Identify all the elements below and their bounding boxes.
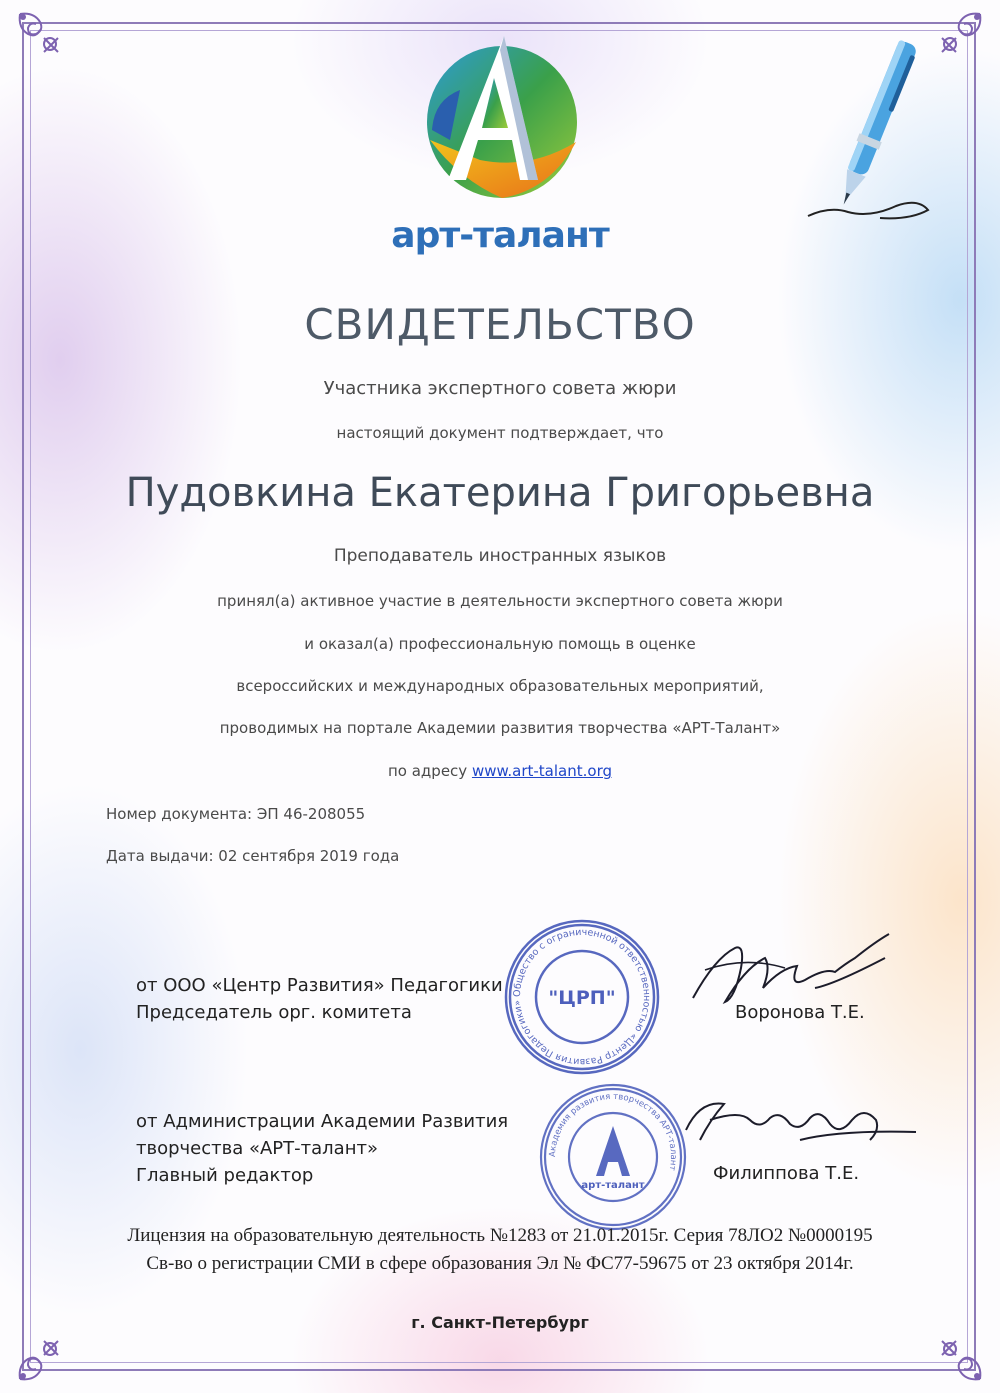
corner-ornament-icon (14, 1327, 72, 1385)
body-text-line: проводимых на портале Академии развития творчества «АРТ-Талант» (219, 719, 781, 737)
corner-ornament-icon (14, 8, 72, 66)
website-link[interactable]: www.art-talant.org (471, 762, 612, 780)
signatory-name: Воронова Т.Е. (735, 1002, 865, 1023)
signatory-block (136, 972, 503, 1026)
signatory-role: Главный редактор (136, 1165, 314, 1186)
document-number: Номер документа: ЭП 46-208055 (106, 805, 366, 823)
address-line (0, 762, 1000, 780)
recipient-name: Пудовкина Екатерина Григорьевна (125, 470, 875, 516)
certificate-title: СВИДЕТЕЛЬСТВО (304, 300, 696, 349)
certificate-subtitle: Участника экспертного совета жюри (323, 378, 677, 399)
signatory-role: Председатель орг. комитета (136, 1002, 412, 1023)
stamp-ring-text: Общество с ограниченной ответственностью «Центр Развития Педагогики» (511, 926, 653, 1068)
address-prefix: по адресу (387, 762, 472, 780)
issue-date: Дата выдачи: 02 сентября 2019 года (106, 847, 400, 865)
stamp-center-text: "ЦРП" (548, 987, 616, 1009)
media-registration-line: Св-во о регистрации СМИ в сфере образования Эл № ФС77-59675 от 23 октября 2014г. (146, 1253, 854, 1274)
city: г. Санкт-Петербург (411, 1313, 589, 1332)
signatory-org: от ООО «Центр Развития» Педагогики (136, 975, 503, 996)
round-stamp-crp (503, 918, 661, 1076)
body-text-line: всероссийских и международных образовательных мероприятий, (236, 677, 764, 695)
round-stamp-art-talant (538, 1082, 688, 1232)
art-talant-logo-icon (420, 30, 585, 210)
pen-icon (800, 30, 940, 230)
brand-name: арт-талант (391, 215, 609, 256)
confirm-text: настоящий документ подтверждает, что (336, 424, 664, 442)
signatory-org: творчества «АРТ-талант» (136, 1138, 378, 1159)
recipient-position: Преподаватель иностранных языков (333, 546, 667, 566)
stamp-center-text: арт-талант (581, 1180, 645, 1191)
signatory-name: Филиппова Т.Е. (713, 1163, 860, 1184)
stamp-ring-text: Академия развития творчества АРТ-талант (547, 1091, 679, 1172)
body-text-line: и оказал(а) профессиональную помощь в оценке (304, 635, 696, 653)
signatory-org: от Администрации Академии Развития (136, 1111, 509, 1132)
license-line: Лицензия на образовательную деятельность №1283 от 21.01.2015г. Серия 78ЛО2 №0000195 (127, 1225, 873, 1246)
signatory-block (136, 1108, 508, 1189)
body-text-line: принял(а) активное участие в деятельности экспертного совета жюри (217, 592, 783, 610)
signature-image (680, 1090, 920, 1160)
corner-ornament-icon (928, 1327, 986, 1385)
